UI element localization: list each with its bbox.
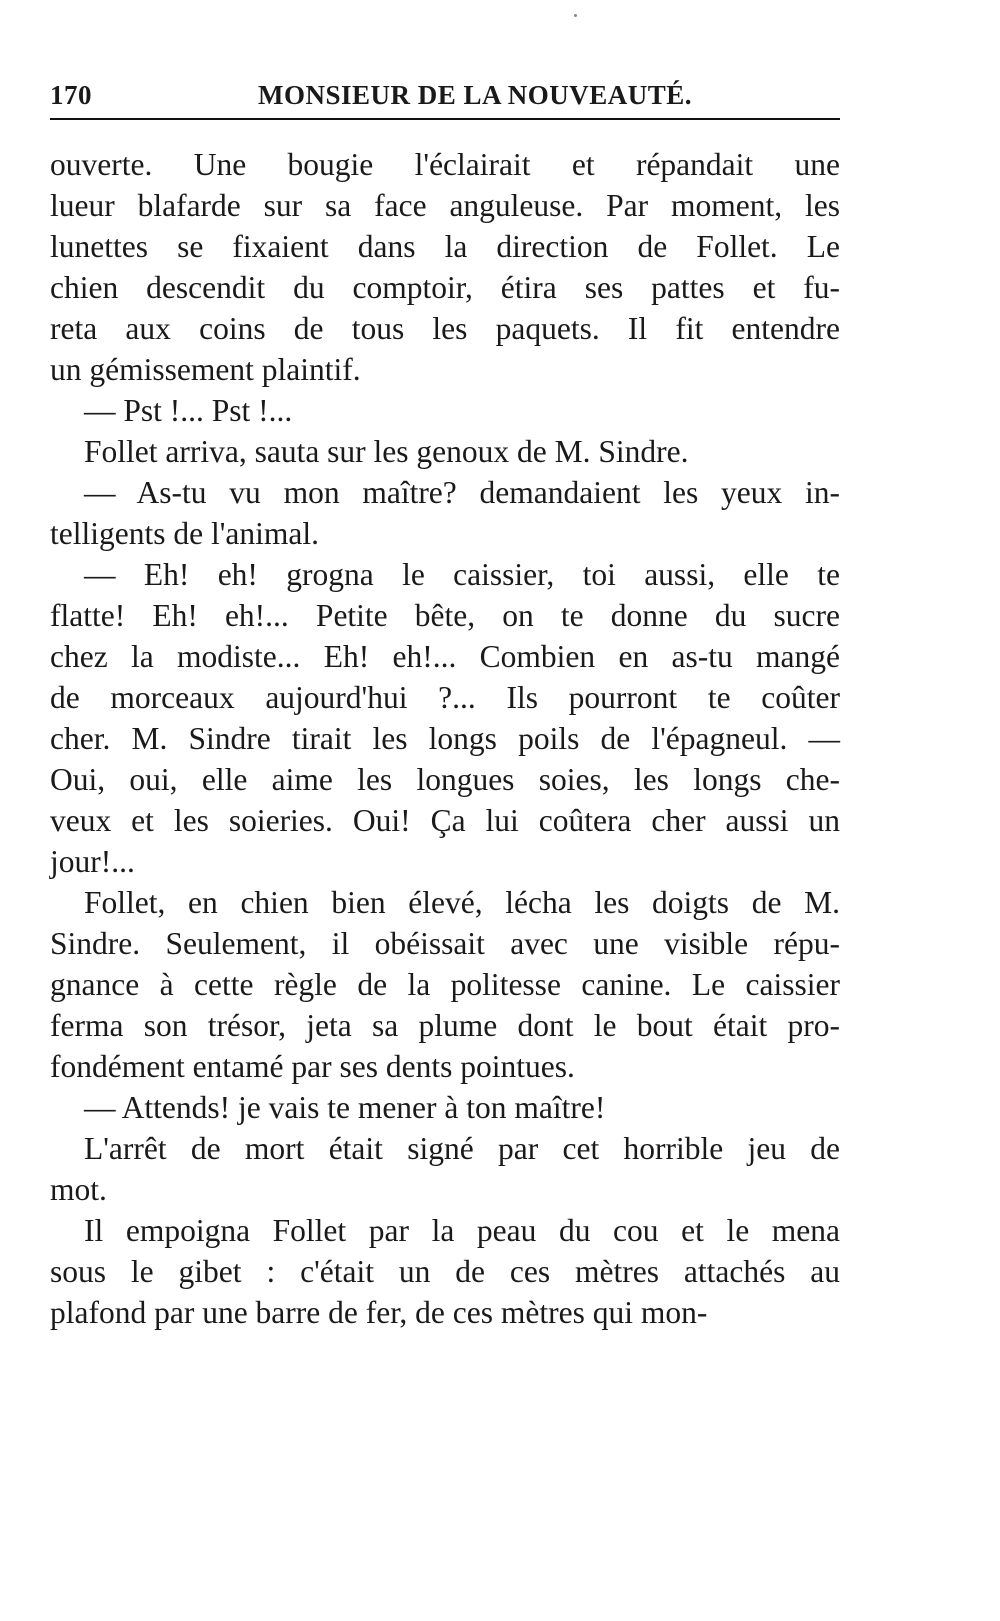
- text-line: — Eh! eh! grogna le caissier, toi aussi, elle te: [84, 557, 840, 592]
- text-line: chez la modiste... Eh! eh!... Combien en as-tu mangé: [50, 639, 840, 674]
- text-line: plafond par une barre de fer, de ces mètres qui mon-: [50, 1295, 708, 1330]
- text-line: — As-tu vu mon maître? demandaient les yeux in-: [84, 475, 840, 510]
- text-line: — Pst !... Pst !...: [84, 393, 293, 428]
- text-line: Follet arriva, sauta sur les genoux de M. Sindre.: [84, 434, 689, 469]
- running-header: [50, 70, 840, 120]
- text-line: cher. M. Sindre tirait les longs poils de l'épagneul. —: [50, 721, 840, 756]
- scan-speck: [574, 14, 577, 17]
- text-line: jour!...: [50, 844, 135, 879]
- text-line: Sindre. Seulement, il obéissait avec une visible répu-: [50, 926, 840, 961]
- text-line: sous le gibet : c'était un de ces mètres attachés au: [50, 1254, 840, 1289]
- text-line: L'arrêt de mort était signé par cet horrible jeu de: [84, 1131, 840, 1166]
- page-number: 170: [50, 80, 92, 110]
- book-page: [50, 70, 840, 1570]
- text-line: — Attends! je vais te mener à ton maître!: [84, 1090, 606, 1125]
- paragraph: [50, 1210, 840, 1333]
- paragraph: [50, 1128, 840, 1210]
- paragraph: [50, 144, 840, 390]
- paragraph: [50, 554, 840, 882]
- text-line: Il empoigna Follet par la peau du cou et le mena: [84, 1213, 840, 1248]
- text-line: Follet, en chien bien élevé, lécha les doigts de M.: [84, 885, 840, 920]
- text-line: flatte! Eh! eh!... Petite bête, on te donne du sucre: [50, 598, 840, 633]
- paragraph: [50, 431, 840, 472]
- paragraph: [50, 882, 840, 1087]
- text-line: fondément entamé par ses dents pointues.: [50, 1049, 575, 1084]
- text-line: de morceaux aujourd'hui ?... Ils pourront te coûter: [50, 680, 840, 715]
- text-line: lunettes se fixaient dans la direction de Follet. Le: [50, 229, 840, 264]
- text-line: mot.: [50, 1172, 107, 1207]
- text-line: ferma son trésor, jeta sa plume dont le bout était pro-: [50, 1008, 840, 1043]
- text-line: ouverte. Une bougie l'éclairait et répandait une: [50, 147, 840, 182]
- text-line: chien descendit du comptoir, étira ses pattes et fu-: [50, 270, 840, 305]
- paragraph: [50, 390, 840, 431]
- paragraph: [50, 1087, 840, 1128]
- text-line: telligents de l'animal.: [50, 516, 319, 551]
- text-line: veux et les soieries. Oui! Ça lui coûtera cher aussi un: [50, 803, 840, 838]
- text-line: un gémissement plaintif.: [50, 352, 361, 387]
- text-line: gnance à cette règle de la politesse canine. Le caissier: [50, 967, 840, 1002]
- text-line: lueur blafarde sur sa face anguleuse. Par moment, les: [50, 188, 840, 223]
- running-title: MONSIEUR DE LA NOUVEAUTÉ.: [257, 80, 693, 110]
- body-text: [50, 144, 840, 1333]
- text-line: reta aux coins de tous les paquets. Il fit entendre: [50, 311, 840, 346]
- text-line: Oui, oui, elle aime les longues soies, les longs che-: [50, 762, 840, 797]
- paragraph: [50, 472, 840, 554]
